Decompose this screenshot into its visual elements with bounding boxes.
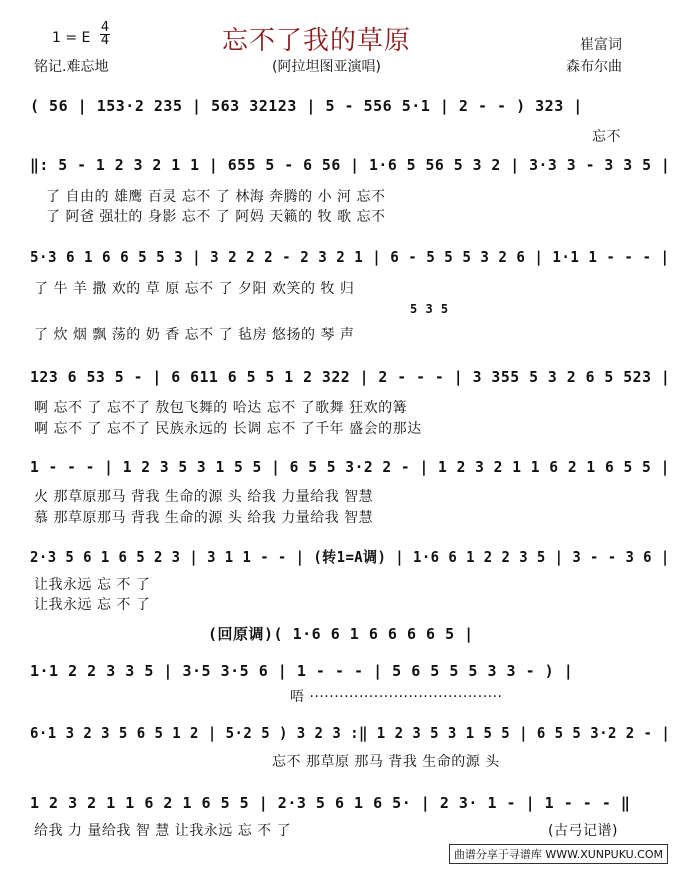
lyric-row-5a: 火 那草原那马 背我 生命的源 头 给我 力量给我 智慧 bbox=[34, 489, 374, 505]
time-signature: 4 4 bbox=[100, 20, 110, 48]
lyric-row-4b: 啊 忘不 了 忘不了 民族永远的 长调 忘不 了千年 盛会的那达 bbox=[34, 421, 422, 437]
site-watermark[interactable]: 曲谱分享于寻谱库 WWW.XUNPUKU.COM bbox=[449, 844, 668, 864]
notation-row-3b: 5 3 5 bbox=[410, 302, 449, 316]
notation-row-8: 1·1 2 2 3 3 5 | 3·5 3·5 6 | 1 - - - | 5 6 5 5 5 3 3 - ) | bbox=[30, 662, 574, 680]
performer: (阿拉坦图亚演唱) bbox=[272, 59, 381, 75]
lyric-row-10: 给我 力 量给我 智 慧 让我永远 忘 不 了 bbox=[34, 823, 292, 839]
lyric-row-6b: 让我永远 忘 不 了 bbox=[34, 597, 151, 613]
lyric-row-9: 忘不 那草原 那马 背我 生命的源 头 bbox=[272, 754, 500, 770]
notation-row-9: 6·1 3 2 3 5 6 5 1 2 | 5·2 5 ) 3 2 3 :‖ 1 2 3 5 3 1 5 5 | 6 5 5 3·2 2 - | bbox=[30, 724, 671, 742]
notation-row-3: 5·3 6 1 6 6 5 5 3 | 3 2 2 2 - 2 3 2 1 | 6 - 5 5 5 3 2 6 | 1·1 1 - - - | bbox=[30, 248, 670, 266]
transcriber: 铭记.难忘地 bbox=[34, 59, 109, 75]
lyric-row-4a: 啊 忘不 了 忘不了 敖包飞舞的 哈达 忘不 了歌舞 狂欢的篝 bbox=[34, 400, 408, 416]
transcriber-credit: (古弓记谱) bbox=[548, 823, 618, 839]
notation-row-7: (回原调)( 1·6 6 1 6 6 6 6 5 | bbox=[208, 625, 474, 643]
notation-row-1: ( 56 | 153·2 235 | 563 32123 | 5 - 556 5·1 | 2 - - ) 323 | bbox=[30, 97, 583, 115]
lyric-row-5b: 慕 那草原那马 背我 生命的源 头 给我 力量给我 智慧 bbox=[34, 510, 374, 526]
notation-row-5: 1 - - - | 1 2 3 5 3 1 5 5 | 6 5 5 3·2 2 - | 1 2 3 2 1 1 6 2 1 6 5 5 | bbox=[30, 458, 670, 476]
lyric-row-3b: 了 炊 烟 飘 荡的 奶 香 忘不 了 毡房 悠扬的 琴 声 bbox=[34, 327, 355, 343]
song-title: 忘不了我的草原 bbox=[222, 26, 412, 56]
notation-row-10: 1 2 3 2 1 1 6 2 1 6 5 5 | 2·3 5 6 1 6 5· | 2 3· 1 - | 1 - - - ‖ bbox=[30, 794, 631, 812]
lyric-row-1: 忘不 bbox=[592, 129, 621, 145]
lyric-row-2a: 了 自由的 雄鹰 百灵 忘不 了 林海 奔腾的 小 河 忘不 bbox=[46, 189, 386, 205]
notation-row-6: 2·3 5 6 1 6 5 2 3 | 3 1 1 - - | (转1=A调) | 1·6 6 1 2 2 3 5 | 3 - - 3 6 | bbox=[30, 548, 670, 566]
lyric-row-8: 唔 ······································· bbox=[290, 689, 503, 705]
lyric-row-3a: 了 牛 羊 撒 欢的 草 原 忘不 了 夕阳 欢笑的 牧 归 bbox=[34, 281, 355, 297]
key-signature: 1 = E bbox=[52, 30, 91, 46]
lyric-row-2b: 了 阿爸 强壮的 身影 忘不 了 阿妈 天籁的 牧 歌 忘不 bbox=[46, 209, 386, 225]
lyric-row-6a: 让我永远 忘 不 了 bbox=[34, 577, 151, 593]
lyricist: 崔富词 bbox=[580, 37, 622, 53]
notation-row-4: 123 6 53 5 - | 6 611 6 5 5 1 2 322 | 2 - - - | 3 355 5 3 2 6 5 523 | bbox=[30, 368, 671, 386]
notation-row-2: ‖: 5 - 1 2 3 2 1 1 | 655 5 - 6 56 | 1·6 5 56 5 3 2 | 3·3 3 - 3 3 5 | bbox=[30, 156, 671, 174]
composer: 森布尔曲 bbox=[566, 59, 622, 75]
